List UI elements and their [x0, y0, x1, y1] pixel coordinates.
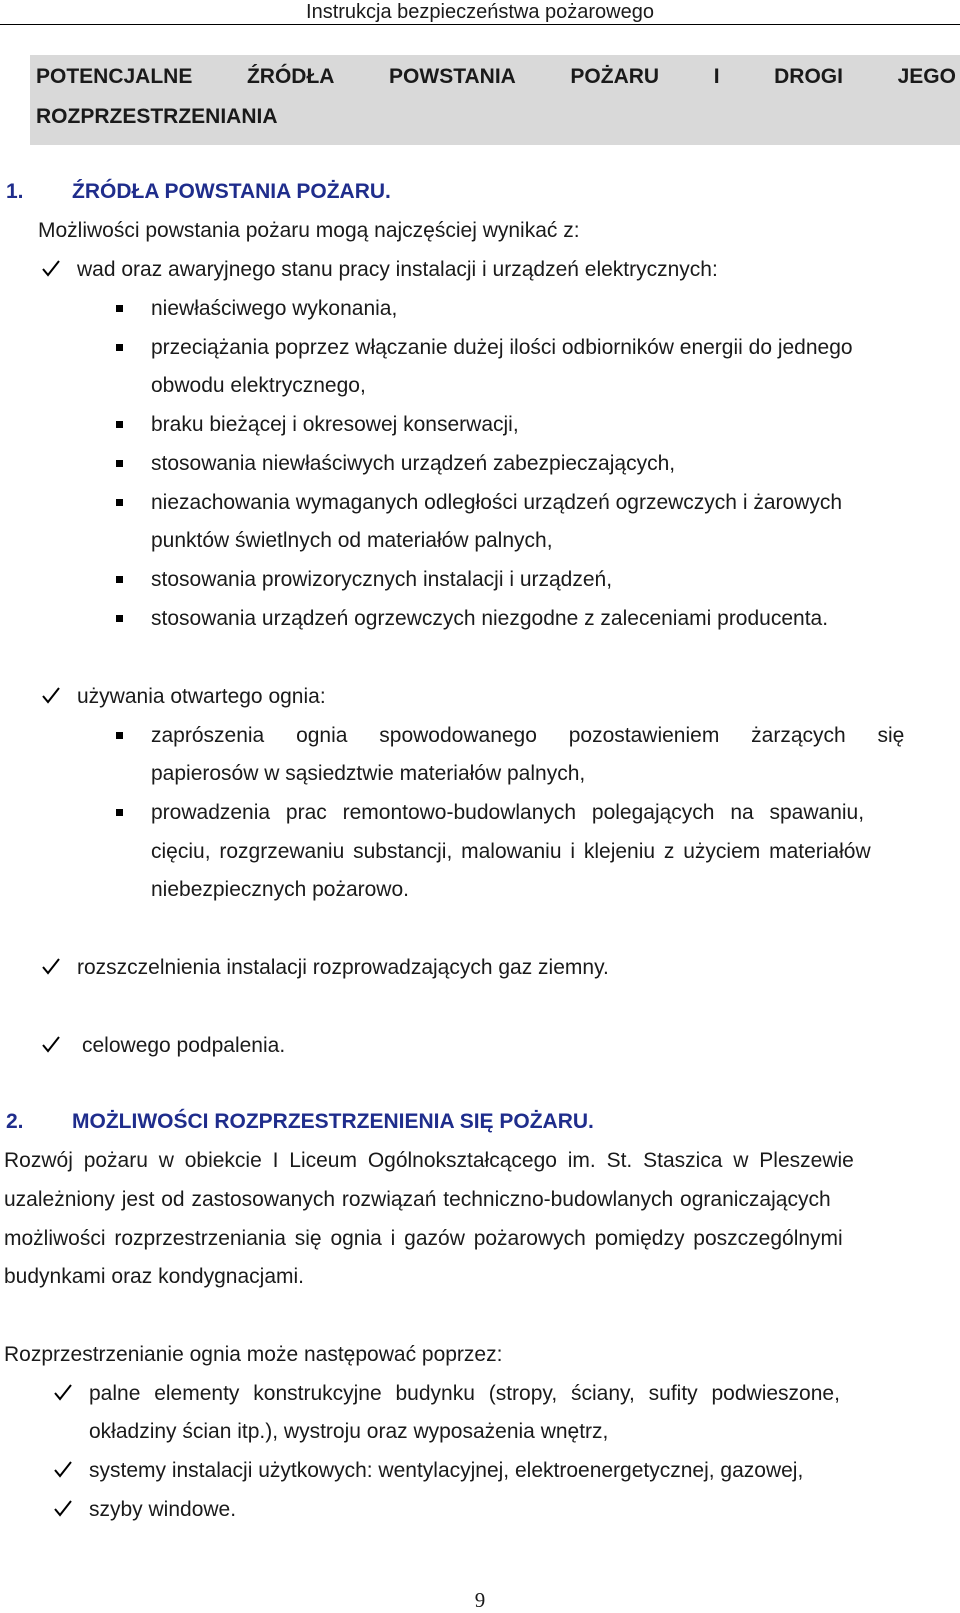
- checkmark-icon: [40, 955, 62, 979]
- checkmark-icon: [52, 1381, 74, 1405]
- checkmark-icon: [52, 1497, 74, 1521]
- bullet-square-icon: [116, 421, 123, 428]
- banner-word: DROGI: [774, 65, 843, 88]
- checkmark-icon: [40, 1033, 62, 1057]
- list-item-continuation: niebezpiecznych pożarowo.: [151, 878, 409, 901]
- bullet-square-icon: [116, 576, 123, 583]
- banner-word: POTENCJALNE: [36, 65, 193, 88]
- list-item-continuation: cięciu, rozgrzewaniu substancji, malowaniu i klejeniu z użyciem materiałów: [151, 840, 871, 863]
- list-item-continuation: okładziny ścian itp.), wystroju oraz wyposażenia wnętrz,: [89, 1420, 609, 1443]
- bullet-square-icon: [116, 344, 123, 351]
- section-2-number: 2.: [6, 1110, 24, 1133]
- list-item: prowadzenia prac remontowo-budowlanych polegających na spawaniu,: [151, 801, 865, 824]
- checkmark-icon: [52, 1458, 74, 1482]
- list-item: przeciążania poprzez włączanie dużej ilości odbiorników energii do jednego: [151, 336, 853, 359]
- list-item: niezachowania wymaganych odległości urządzeń ogrzewczych i żarowych: [151, 491, 843, 514]
- paragraph-line: budynkami oraz kondygnacjami.: [4, 1265, 304, 1288]
- list-item-continuation: obwodu elektrycznego,: [151, 374, 366, 397]
- paragraph-line: możliwości rozprzestrzeniania się ognia i gazów pożarowych pomiędzy poszczególnymi: [4, 1227, 843, 1250]
- bullet-square-icon: [116, 809, 123, 816]
- group-2-heading: używania otwartego ognia:: [77, 685, 326, 708]
- list-item: stosowania urządzeń ogrzewczych niezgodne z zaleceniami producenta.: [151, 607, 829, 630]
- list-item: palne elementy konstrukcyjne budynku (stropy, ściany, sufity podwieszone,: [89, 1382, 840, 1405]
- group-1-heading: wad oraz awaryjnego stanu pracy instalacji i urządzeń elektrycznych:: [77, 258, 718, 281]
- section-2-intro: Rozprzestrzenianie ognia może następować poprzez:: [4, 1343, 503, 1366]
- banner-word: POWSTANIA: [389, 65, 516, 88]
- list-item: zaprószenia ognia spowodowanego pozostawieniem żarzących się: [151, 724, 905, 747]
- bullet-square-icon: [116, 499, 123, 506]
- list-item-continuation: papierosów w sąsiedztwie materiałów palnych,: [151, 762, 586, 785]
- section-1-title: ŹRÓDŁA POWSTANIA POŻARU.: [72, 180, 391, 203]
- checkmark-icon: [40, 257, 62, 281]
- list-item: szyby windowe.: [89, 1498, 237, 1521]
- paragraph-line: uzależniony jest od zastosowanych rozwiązań techniczno-budowlanych ograniczających: [4, 1188, 831, 1211]
- banner-word: ŹRÓDŁA: [246, 65, 335, 88]
- banner-line-2: ROZPRZESTRZENIANIA: [36, 105, 278, 128]
- group-4-heading: celowego podpalenia.: [82, 1034, 286, 1057]
- section-1-intro: Możliwości powstania pożaru mogą najczęściej wynikać z:: [38, 219, 580, 242]
- header-rule: [0, 24, 960, 25]
- paragraph-line: Rozwój pożaru w obiekcie I Liceum Ogólnokształcącego im. St. Staszica w Pleszewie: [4, 1149, 854, 1172]
- bullet-square-icon: [116, 305, 123, 312]
- list-item: niewłaściwego wykonania,: [151, 297, 398, 320]
- chapter-banner: [30, 55, 960, 145]
- running-header: Instrukcja bezpieczeństwa pożarowego: [306, 1, 654, 23]
- list-item: stosowania niewłaściwych urządzeń zabezpieczających,: [151, 452, 676, 475]
- banner-word: JEGO: [897, 65, 956, 88]
- section-2-title: MOŻLIWOŚCI ROZPRZESTRZENIENIA SIĘ POŻARU.: [72, 1110, 594, 1133]
- bullet-square-icon: [116, 615, 123, 622]
- banner-word: I: [713, 65, 720, 88]
- group-3-heading: rozszczelnienia instalacji rozprowadzających gaz ziemny.: [77, 956, 609, 979]
- banner-word: POŻARU: [570, 65, 660, 88]
- bullet-square-icon: [116, 460, 123, 467]
- section-1-number: 1.: [6, 180, 24, 203]
- page-number: 9: [474, 1588, 486, 1612]
- list-item: stosowania prowizorycznych instalacji i urządzeń,: [151, 568, 613, 591]
- banner-line-1: [36, 65, 956, 89]
- checkmark-icon: [40, 684, 62, 708]
- list-item: braku bieżącej i okresowej konserwacji,: [151, 413, 519, 436]
- list-item-continuation: punktów świetlnych od materiałów palnych,: [151, 529, 553, 552]
- list-item: systemy instalacji użytkowych: wentylacyjnej, elektroenergetycznej, gazowej,: [89, 1459, 804, 1482]
- bullet-square-icon: [116, 732, 123, 739]
